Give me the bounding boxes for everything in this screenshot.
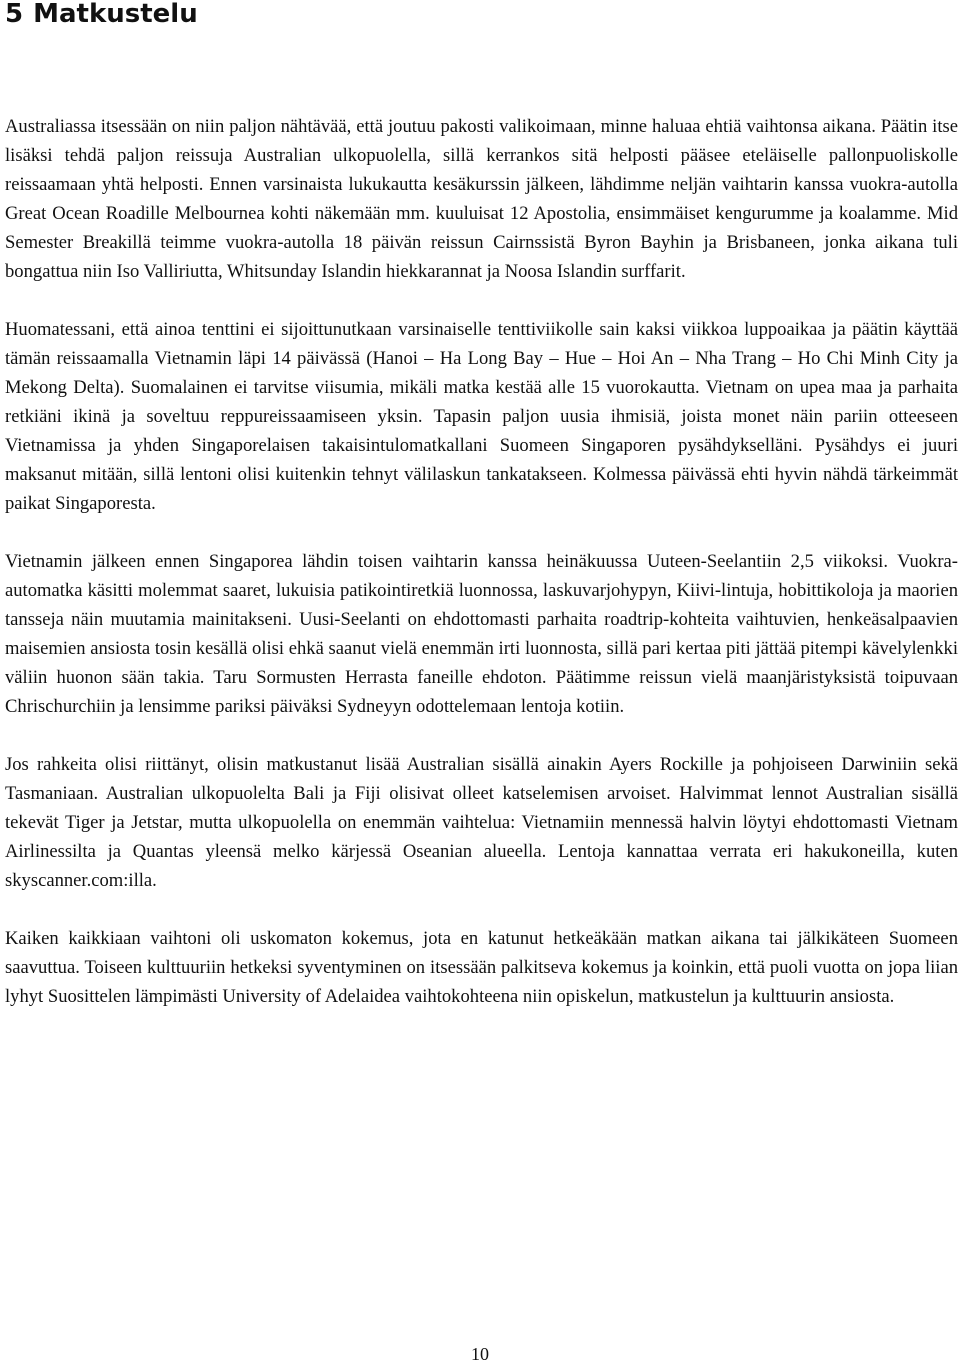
paragraph-travel-tips: Jos rahkeita olisi riittänyt, olisin matkustanut lisää Australian sisällä ainakin Ayers Rockille ja pohjoiseen Darwiniin sekä Tasmaniaan. Australian ulkopuolelta Bali ja Fiji olisivat olleet katselemisen arvoiset. Halvimmat lennot Australian sisällä tekevät Tiger ja Jetstar, mutta ulkopuolella on enemmän vaihtelua: Vietnamiin mennessä halvin löytyi ehdottomasti Vietnam Airlinessilta ja Quantas yleensä melko kärjessä Oseanian alueella. Lentoja kannattaa verrata eri hakukoneilla, kuten skyscanner.com:illa. <box>5 754 958 891</box>
paragraph-new-zealand-trip: Vietnamin jälkeen ennen Singaporea lähdin toisen vaihtarin kanssa heinäkuussa Uuteen-Seelantiin 2,5 viikoksi. Vuokra-automatka käsitti molemmat saaret, lukuisia patikointiretkiä luonnossa, laskuvarjohypyn, Kiivi-lintuja, hobittikoloja ja maorien tansseja näin muutamia mainitakseni. Uusi-Seelanti on ehdottomasti parhaita roadtrip-kohteita vaihtuvien, henkeäsalpaavien maisemien ansiosta tosin kesällä olisi ehkä saanut vielä enemmän irti luonnosta, sillä pari kertaa piti jättää pitempi kävelylenkki väliin huonon sään takia. Taru Sormusten Herrasta faneille ehdoton. Päätimme reissun vielä maanjäristyksistä toipuvaan Chrischurchiin ja lensimme pariksi päiväksi Sydneyyn odottelemaan lentoja kotiin. <box>5 551 958 717</box>
paragraph-australia-trips: Australiassa itsessään on niin paljon nähtävää, että joutuu pakosti valikoimaan, minne haluaa ehtiä vaihtonsa aikana. Päätin itse lisäksi tehdä paljon reissuja Australian ulkopuolella, sillä kerrankos sitä helposti pääsee eteläiselle pallonpuoliskolle reissaamaan yhtä helposti. Ennen varsinaista lukukautta kesäkurssin jälkeen, lähdimme neljän vaihtarin kanssa vuokra-autolla Great Ocean Roadille Melbournea kohti näkemään mm. kuuluisat 12 Apostolia, ensimmäiset kengurumme ja koalamme. Mid Semester Breakillä teimme vuokra-autolla 18 päivän reissun Cairnssistä Byron Bayhin ja Brisbaneen, jonka aikana tuli bongattua niin Iso Valliriutta, Whitsunday Islandin hiekkarannat ja Noosa Islandin surffarit. <box>5 116 958 282</box>
paragraph-vietnam-trip: Huomatessani, että ainoa tenttini ei sijoittunutkaan varsinaiselle tenttiviikolle sain kaksi viikkoa luppoaikaa ja päätin käyttää tämän reissaamalla Vietnamin läpi 14 päivässä (Hanoi – Ha Long Bay – Hue – Hoi An – Nha Trang – Ho Chi Minh City ja Mekong Delta). Suomalainen ei tarvitse viisumia, mikäli matka kestää alle 15 vuorokautta. Vietnam on upea maa ja parhaita retkiäni ikinä ja soveltuu reppureissaamiseen yksin. Tapasin paljon uusia ihmisiä, joista monet näin pariin otteeseen Vietnamissa ja yhden Singaporelaisen takaisintulomatkallani Suomeen Singaporen pysähdykselläni. Pysähdys ei juuri maksanut mitään, sillä lentoni olisi kuitenkin tehnyt välilaskun tankatakseen. Kolmessa päivässä ehti hyvin nähdä tärkeimmät paikat Singaporesta. <box>5 319 958 514</box>
body-text <box>5 112 958 1040</box>
paragraph-conclusion: Kaiken kaikkiaan vaihtoni oli uskomaton kokemus, jota en katunut hetkeäkään matkan aikana tai jälkikäteen Suomeen saavuttua. Toiseen kulttuuriin hetkeksi syventyminen on itsessään palkitseva kokemus ja koinkin, että puoli vuotta on jopa liian lyhyt Suosittelen lämpimästi University of Adelaidea vaihtokohteena niin opiskelun, matkustelun ja kulttuurin ansiosta. <box>5 928 958 1007</box>
section-heading <box>5 0 198 36</box>
section-number: 5 <box>5 0 24 29</box>
section-title: Matkustelu <box>33 0 198 29</box>
page-number: 10 <box>471 1344 489 1364</box>
